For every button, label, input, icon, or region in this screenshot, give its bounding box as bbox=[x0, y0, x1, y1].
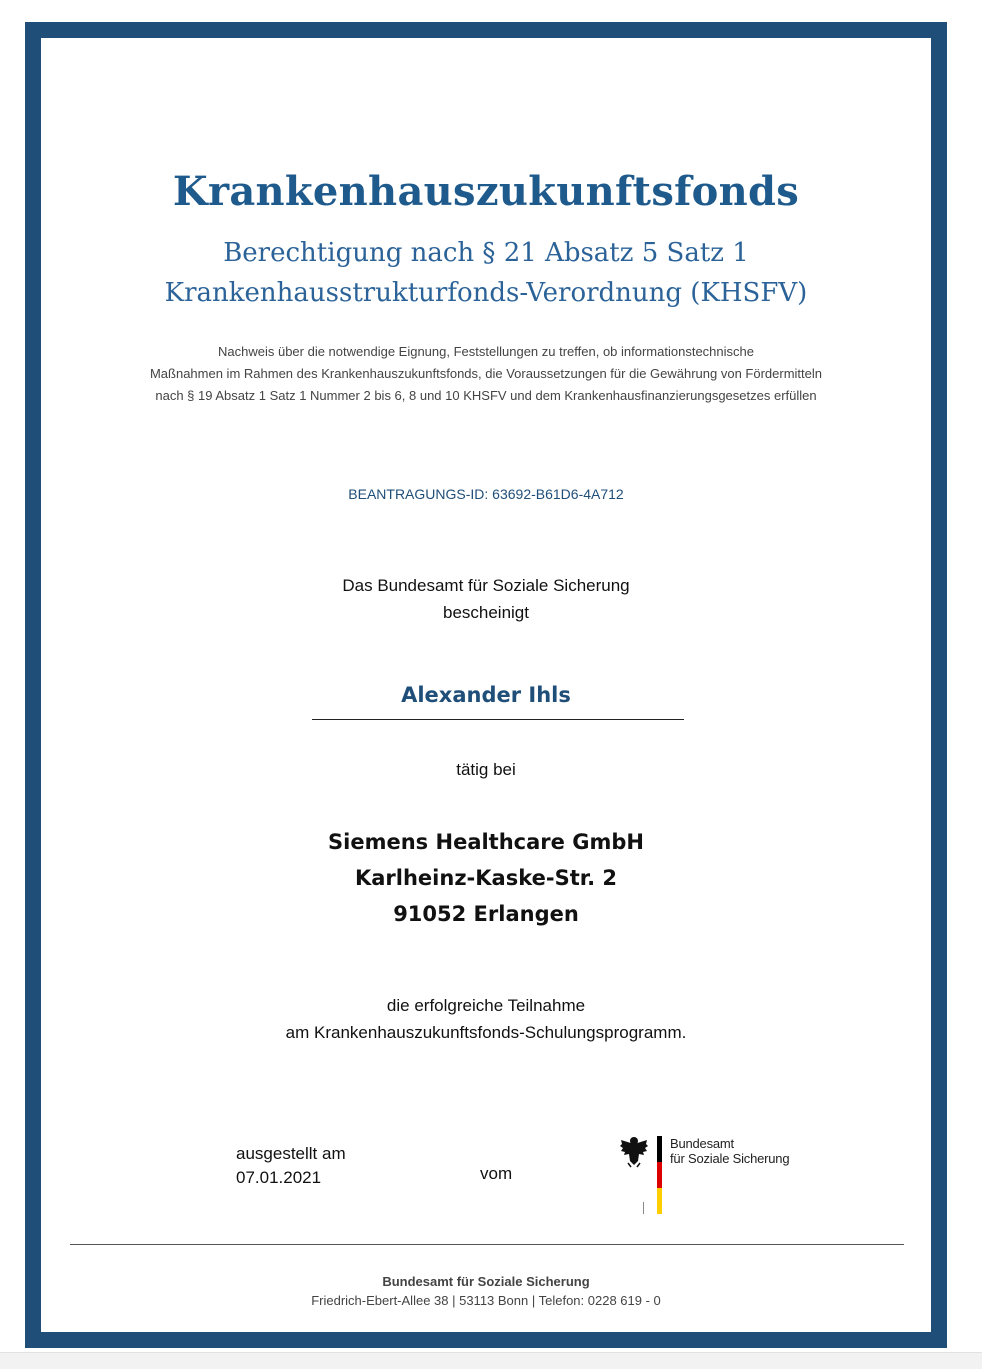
certificate-title: Krankenhauszukunftsfonds bbox=[172, 168, 800, 215]
logo-text-line-1: Bundesamt bbox=[670, 1136, 734, 1151]
issuer-line-2: bescheinigt bbox=[442, 603, 529, 622]
name-underline bbox=[312, 719, 684, 720]
participation-line-1: die erfolgreiche Teilnahme bbox=[386, 996, 586, 1015]
certificate-body bbox=[41, 38, 931, 1332]
company-street: Karlheinz-Kaske-Str. 2 bbox=[354, 866, 617, 890]
issued-label: ausgestellt am bbox=[236, 1144, 346, 1163]
description-line-2: Maßnahmen im Rahmen des Krankenhauszukunftsfonds, die Voraussetzungen für die Gewährung von Fördermitteln bbox=[149, 366, 823, 381]
from-label: vom bbox=[480, 1164, 513, 1183]
participation-line-2: am Krankenhauszukunftsfonds-Schulungsprogramm. bbox=[285, 1023, 687, 1042]
company-city: 91052 Erlangen bbox=[393, 902, 579, 926]
recipient-name: Alexander Ihls bbox=[401, 683, 571, 707]
subtitle-line-2: Krankenhausstrukturfonds-Verordnung (KHSFV) bbox=[164, 278, 808, 308]
description-line-3: nach § 19 Absatz 1 Satz 1 Nummer 2 bis 6, 8 und 10 KHSFV und dem Krankenhausfinanzierungsgesetzes erfüllen bbox=[155, 388, 817, 403]
description-line-1: Nachweis über die notwendige Eignung, Feststellungen zu treffen, ob informationstechnische bbox=[218, 344, 754, 359]
bas-logo bbox=[619, 1134, 819, 1218]
viewer-bottom-strip bbox=[0, 1352, 982, 1369]
logo-text-line-2: für Soziale Sicherung bbox=[670, 1151, 790, 1166]
company-name: Siemens Healthcare GmbH bbox=[328, 830, 644, 854]
issued-date: 07.01.2021 bbox=[236, 1168, 322, 1187]
footer-divider bbox=[70, 1244, 904, 1245]
footer-organization: Bundesamt für Soziale Sicherung bbox=[382, 1274, 590, 1289]
footer-address: Friedrich-Ebert-Allee 38 | 53113 Bonn | Telefon: 0228 619 - 0 bbox=[311, 1293, 661, 1308]
employed-at-label: tätig bei bbox=[456, 760, 516, 779]
logo-text bbox=[670, 1136, 789, 1166]
application-id: BEANTRAGUNGS-ID: 63692-B61D6-4A712 bbox=[348, 486, 624, 502]
issued-block bbox=[236, 1142, 346, 1190]
logo-divider bbox=[643, 1202, 644, 1214]
subtitle-line-1: Berechtigung nach § 21 Absatz 5 Satz 1 bbox=[223, 238, 749, 268]
issuer-line-1: Das Bundesamt für Soziale Sicherung bbox=[342, 576, 630, 595]
federal-eagle-icon bbox=[619, 1134, 649, 1168]
german-flag-bar bbox=[657, 1136, 662, 1214]
certificate-frame bbox=[25, 22, 947, 1348]
